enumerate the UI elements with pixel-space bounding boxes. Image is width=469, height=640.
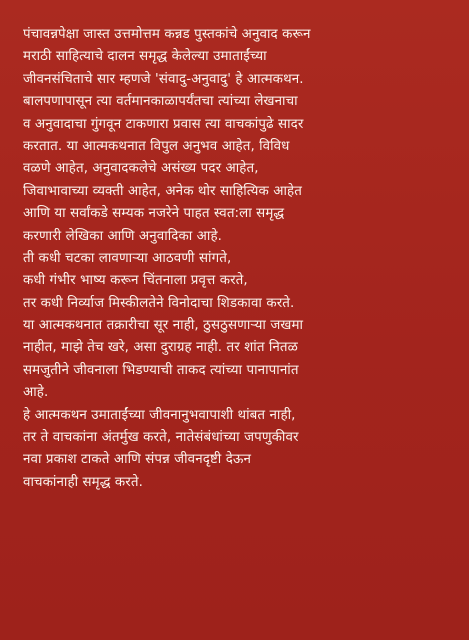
text-line: जिवाभावाच्या व्यक्ती आहेत, अनेक थोर साहित्यिक आहेत bbox=[23, 183, 302, 199]
text-line: आहे. bbox=[23, 385, 49, 401]
paragraph-conclusion bbox=[23, 405, 447, 495]
text-line: करतात. या आत्मकथनात विपुल अनुभव आहेत, विविध bbox=[23, 138, 290, 154]
text-line: जीवनसंचिताचे सार म्हणजे 'संवादु-अनुवादु' हे आत्मकथन. bbox=[23, 71, 304, 87]
text-line: करणारी लेखिका आणि अनुवादिका आहे. bbox=[23, 228, 223, 244]
text-line: या आत्मकथनात तक्रारीचा सूर नाही, ठुसठुसणाऱ्या जखमा bbox=[23, 318, 304, 334]
text-line: बालपणापासून त्या वर्तमानकाळापर्यंतचा त्यांच्या लेखनाचा bbox=[23, 94, 298, 110]
text-line: समजुतीने जीवनाला भिडण्याची ताकद त्यांच्या पानापानांत bbox=[23, 362, 299, 378]
text-line: ती कधी चटका लावणाऱ्या आठवणी सांगते, bbox=[23, 250, 232, 266]
text-line: तर कधी निर्व्याज मिस्कीलतेने विनोदाचा शिडकावा करते. bbox=[23, 295, 295, 311]
text-line: वाचकांनाही समृद्ध करते. bbox=[23, 474, 143, 490]
text-line: नाहीत, माझे तेच खरे, असा दुराग्रह नाही. तर शांत नितळ bbox=[23, 340, 298, 356]
text-line: मराठी साहित्याचे दालन समृद्ध केलेल्या उमाताईंच्या bbox=[23, 49, 267, 65]
paragraph-style bbox=[23, 248, 447, 405]
text-line: हे आत्मकथन उमाताईंच्या जीवनानुभवापाशी थांबत नाही, bbox=[23, 407, 296, 423]
text-line: पंचावन्नपेक्षा जास्त उत्तमोत्तम कन्नड पुस्तकांचे अनुवाद करून bbox=[23, 27, 311, 42]
text-line: आणि या सर्वांकडे सम्यक नजरेने पाहत स्वत:ला समृद्ध bbox=[23, 206, 285, 222]
paragraph-intro bbox=[23, 24, 447, 248]
text-line: व अनुवादाचा गुंगवून टाकणारा प्रवास त्या वाचकांपुढे सादर bbox=[23, 116, 304, 132]
text-line: तर ते वाचकांना अंतर्मुख करते, नातेसंबंधांच्या जपणुकीवर bbox=[23, 430, 299, 446]
text-line: नवा प्रकाश टाकते आणि संपन्न जीवनदृष्टी देऊन bbox=[23, 452, 252, 468]
text-line: वळणे आहेत, अनुवादकलेचे असंख्य पदर आहेत, bbox=[23, 161, 259, 177]
text-line: कधी गंभीर भाष्य करून चिंतनाला प्रवृत्त करते, bbox=[23, 273, 248, 289]
